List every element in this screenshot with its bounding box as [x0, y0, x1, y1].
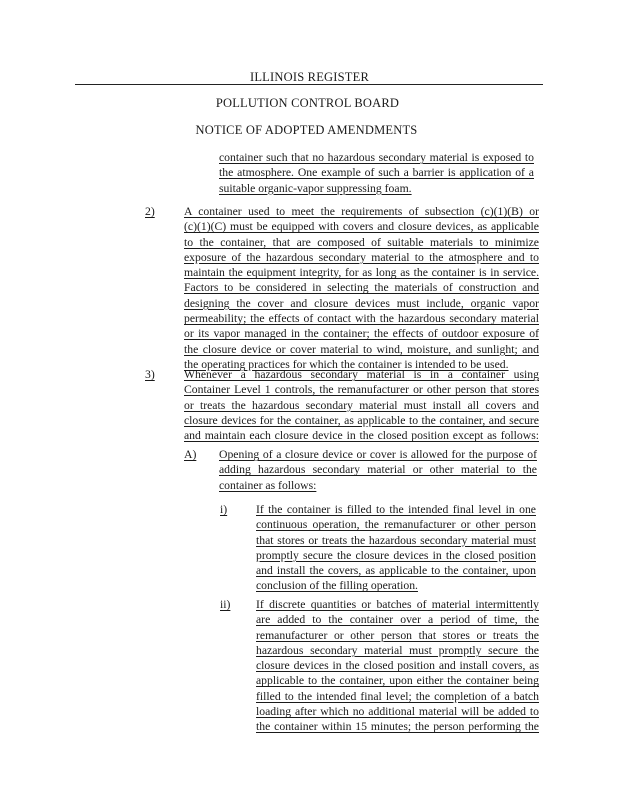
text-line: If the container is filled to the intended final level in one — [256, 503, 536, 516]
item-3-paragraph — [184, 367, 539, 443]
item-i-paragraph — [256, 502, 536, 594]
item-ii-label: ii) — [220, 598, 231, 611]
item-2-paragraph — [184, 204, 539, 372]
text-line: container such that no hazardous secondary material is exposed to — [219, 151, 534, 164]
text-line: are added to the container over a period of time, the — [256, 613, 539, 627]
text-line: filled to the intended final level; the completion of a batch — [256, 689, 539, 703]
text-line: maintain the equipment integrity, for as long as the container is in service. — [184, 266, 539, 280]
item-a-paragraph — [219, 447, 537, 493]
text-line: designing the cover and closure devices must include, organic vapor — [184, 296, 539, 310]
item-3-label: 3) — [145, 368, 155, 381]
text-line: and maintain each closure device in the closed position except as follows: — [184, 429, 539, 443]
text-line: suitable organic-vapor suppressing foam. — [219, 181, 412, 195]
header-rule — [75, 84, 543, 85]
notice-title: NOTICE OF ADOPTED AMENDMENTS — [195, 123, 418, 137]
text-line: Factors to be considered in selecting the materials of construction and — [184, 281, 539, 295]
text-line: the atmosphere. One example of such a barrier is application of a — [219, 166, 534, 180]
text-line: promptly secure the closure devices in the closed position — [256, 548, 536, 562]
text-line: the container within 15 minutes; the person performing the — [256, 720, 539, 734]
text-line: to the container, that are composed of suitable materials to minimize — [184, 235, 539, 249]
text-line: Container Level 1 controls, the remanufacturer or other person that stores — [184, 383, 539, 397]
text-line: exposure of the hazardous secondary material to the atmosphere and to — [184, 250, 539, 264]
register-title: ILLINOIS REGISTER — [249, 70, 369, 84]
text-line: the operating practices for which the container is intended to be used. — [184, 357, 509, 371]
text-line: adding hazardous secondary material or other material to the — [219, 463, 537, 477]
text-line: closure devices for the container, as applicable to the container, and secure — [184, 413, 539, 427]
text-line: permeability; the effects of contact with the hazardous secondary material — [184, 312, 539, 326]
board-title: POLLUTION CONTROL BOARD — [215, 96, 400, 110]
text-line: Whenever a hazardous secondary material is in a container using — [184, 368, 539, 381]
text-line: the closure device or cover material to wind, moisture, and sunlight; and — [184, 342, 539, 356]
text-line: that stores or treats the hazardous secondary material must — [256, 533, 536, 547]
text-line: loading after which no additional material will be added to — [256, 705, 539, 719]
item-ii-paragraph — [256, 597, 539, 735]
text-line: hazardous secondary material must promptly secure the — [256, 643, 539, 657]
text-line: continuous operation, the remanufacturer or other person — [256, 518, 536, 532]
text-line: container as follows: — [219, 478, 317, 492]
item-i-label: i) — [220, 503, 228, 516]
text-line: applicable to the container, upon either the container being — [256, 674, 539, 688]
item-a-label: A) — [184, 448, 197, 461]
text-line: closure devices in the closed position and install covers, as — [256, 659, 539, 673]
text-line: Opening of a closure device or cover is allowed for the purpose of — [219, 448, 537, 461]
text-line: If discrete quantities or batches of material intermittently — [256, 598, 539, 611]
text-line: and install the covers, as applicable to the container, upon — [256, 564, 536, 578]
text-line: remanufacturer or other person that stores or treats the — [256, 628, 539, 642]
text-line: A container used to meet the requirements of subsection (c)(1)(B) or — [184, 205, 539, 218]
item-2-label: 2) — [145, 205, 155, 218]
text-line: or treats the hazardous secondary material must install all covers and — [184, 398, 539, 412]
text-line: conclusion of the filling operation. — [256, 579, 418, 593]
continuation-paragraph — [219, 150, 534, 196]
text-line: or its vapor managed in the container; the effects of outdoor exposure of — [184, 327, 539, 341]
text-line: (c)(1)(C) must be equipped with covers and closure devices, as applicable — [184, 220, 539, 234]
